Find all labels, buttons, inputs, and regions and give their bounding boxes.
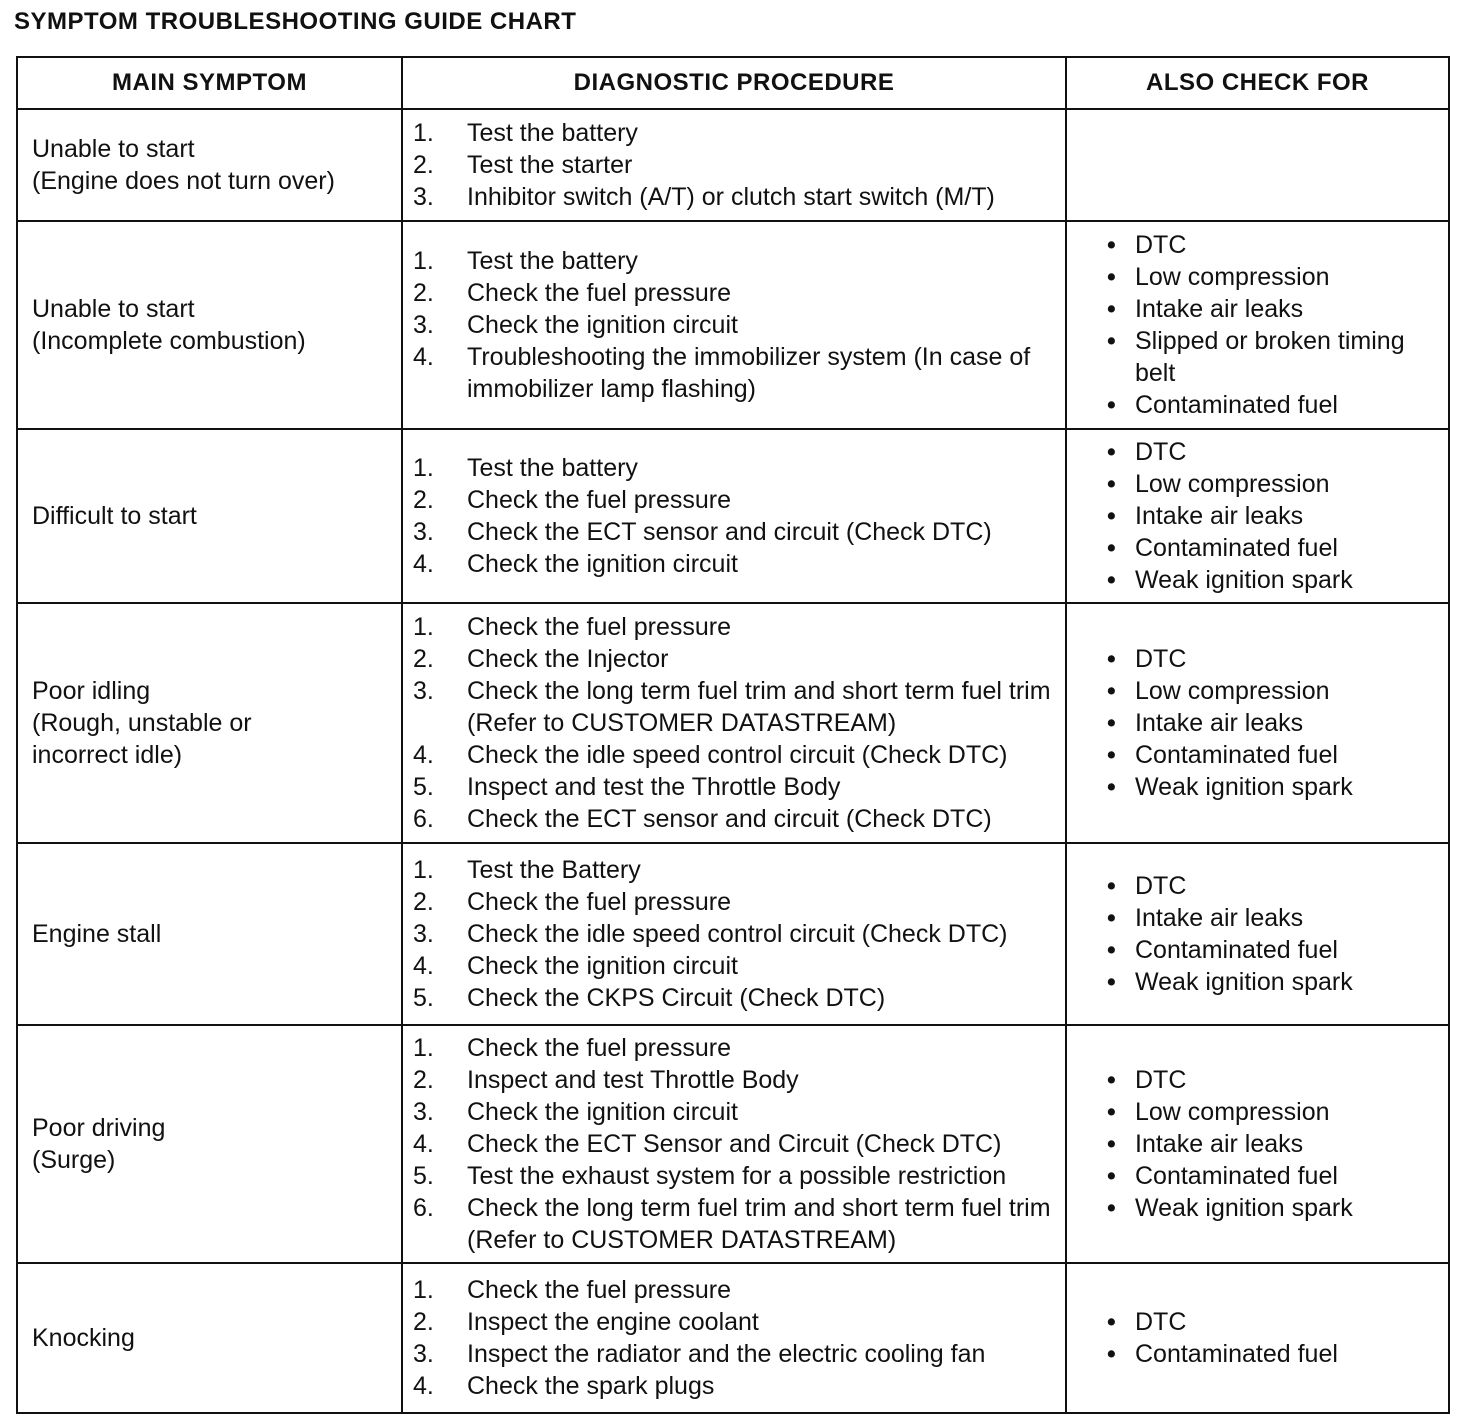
also-check-text: Low compression — [1135, 677, 1330, 705]
procedure-step — [413, 341, 1055, 405]
table-row — [17, 1263, 1449, 1413]
also-check-item — [1107, 229, 1438, 261]
procedure-list — [413, 117, 1055, 213]
also-check-item — [1107, 934, 1438, 966]
also-check-cell — [1066, 1263, 1449, 1413]
step-text: Check the CKPS Circuit (Check DTC) — [467, 984, 886, 1012]
step-number: 3. — [413, 1098, 434, 1126]
table-body — [17, 109, 1449, 1413]
procedure-list — [413, 1274, 1055, 1402]
also-check-list — [1077, 436, 1438, 596]
procedure-step — [413, 1128, 1055, 1160]
header-diagnostic-procedure: DIAGNOSTIC PROCEDURE — [402, 57, 1066, 109]
procedure-cell — [402, 843, 1066, 1025]
step-number: 1. — [413, 613, 434, 641]
bullet-icon: • — [1107, 534, 1116, 562]
procedure-cell — [402, 221, 1066, 429]
step-text: Check the ECT Sensor and Circuit (Check DTC) — [467, 1130, 1002, 1158]
also-check-text: DTC — [1135, 645, 1187, 673]
procedure-list — [413, 245, 1055, 405]
procedure-cell — [402, 429, 1066, 603]
also-check-item — [1107, 707, 1438, 739]
also-check-item — [1107, 902, 1438, 934]
symptom-text: (Incomplete combustion) — [32, 327, 306, 355]
also-check-item — [1107, 643, 1438, 675]
step-text: Check the Injector — [467, 645, 669, 673]
step-number: 1. — [413, 247, 434, 275]
step-number: 1. — [413, 454, 434, 482]
symptom-text: (Surge) — [32, 1146, 116, 1174]
also-check-text: Contaminated fuel — [1135, 391, 1338, 419]
procedure-step — [413, 117, 1055, 149]
also-check-item — [1107, 261, 1438, 293]
also-check-text: DTC — [1135, 1308, 1187, 1336]
step-text: Check the ignition circuit — [467, 311, 738, 339]
step-text: Check the ECT sensor and circuit (Check DTC) — [467, 518, 992, 546]
also-check-cell — [1066, 1025, 1449, 1263]
procedure-step — [413, 803, 1055, 835]
step-number: 4. — [413, 1372, 434, 1400]
step-text: Check the fuel pressure — [467, 1034, 732, 1062]
also-check-cell — [1066, 109, 1449, 221]
step-text: Check the fuel pressure — [467, 888, 732, 916]
symptom-text: Unable to start — [32, 295, 195, 323]
also-check-text: Contaminated fuel — [1135, 534, 1338, 562]
step-text: Check the idle speed control circuit (Check DTC) — [467, 920, 1008, 948]
step-number: 2. — [413, 645, 434, 673]
symptom-text: Unable to start — [32, 135, 195, 163]
bullet-icon: • — [1107, 709, 1116, 737]
also-check-item — [1107, 739, 1438, 771]
step-number: 4. — [413, 741, 434, 769]
bullet-icon: • — [1107, 502, 1116, 530]
header-main-symptom: MAIN SYMPTOM — [17, 57, 402, 109]
also-check-text: DTC — [1135, 438, 1187, 466]
step-number: 1. — [413, 856, 434, 884]
symptom-text: Engine stall — [32, 920, 162, 948]
procedure-step — [413, 739, 1055, 771]
procedure-cell — [402, 1025, 1066, 1263]
step-number: 4. — [413, 550, 434, 578]
procedure-step — [413, 1096, 1055, 1128]
bullet-icon: • — [1107, 936, 1116, 964]
step-text: Check the spark plugs — [467, 1372, 715, 1400]
bullet-icon: • — [1107, 645, 1116, 673]
also-check-text: Contaminated fuel — [1135, 741, 1338, 769]
procedure-step — [413, 1338, 1055, 1370]
symptom-text: incorrect idle) — [32, 741, 183, 769]
also-check-item — [1107, 500, 1438, 532]
also-check-text: DTC — [1135, 231, 1187, 259]
step-number: 4. — [413, 952, 434, 980]
also-check-text: Weak ignition spark — [1135, 968, 1353, 996]
procedure-list — [413, 854, 1055, 1014]
also-check-cell — [1066, 221, 1449, 429]
step-number: 2. — [413, 151, 434, 179]
troubleshooting-table — [16, 56, 1450, 1414]
step-text: Inhibitor switch (A/T) or clutch start switch (M/T) — [467, 183, 995, 211]
table-row — [17, 843, 1449, 1025]
also-check-item — [1107, 1192, 1438, 1224]
step-text: Check the ECT sensor and circuit (Check DTC) — [467, 805, 992, 833]
procedure-list — [413, 1032, 1055, 1256]
also-check-item — [1107, 771, 1438, 803]
procedure-step — [413, 1160, 1055, 1192]
procedure-step — [413, 950, 1055, 982]
step-text: Check the fuel pressure — [467, 486, 732, 514]
procedure-step — [413, 1306, 1055, 1338]
also-check-text: Low compression — [1135, 470, 1330, 498]
procedure-step — [413, 918, 1055, 950]
table-row — [17, 603, 1449, 843]
step-number: 4. — [413, 1130, 434, 1158]
bullet-icon: • — [1107, 1340, 1116, 1368]
step-text: Test the exhaust system for a possible restriction — [467, 1162, 1007, 1190]
procedure-step — [413, 452, 1055, 484]
also-check-text: Weak ignition spark — [1135, 1194, 1353, 1222]
step-text: Test the battery — [467, 247, 638, 275]
symptom-text: Difficult to start — [32, 502, 197, 530]
also-check-item — [1107, 870, 1438, 902]
procedure-step — [413, 181, 1055, 213]
step-text: Check the ignition circuit — [467, 1098, 738, 1126]
procedure-list — [413, 611, 1055, 835]
bullet-icon: • — [1107, 741, 1116, 769]
step-text: Test the battery — [467, 119, 638, 147]
procedure-step — [413, 1370, 1055, 1402]
step-number: 1. — [413, 1034, 434, 1062]
step-number: 1. — [413, 1276, 434, 1304]
also-check-list — [1077, 1064, 1438, 1224]
step-text: Check the fuel pressure — [467, 1276, 732, 1304]
symptom-text: (Rough, unstable or — [32, 709, 252, 737]
step-text: Check the idle speed control circuit (Check DTC) — [467, 741, 1008, 769]
also-check-list — [1077, 229, 1438, 421]
step-text: Check the ignition circuit — [467, 952, 738, 980]
also-check-item — [1107, 675, 1438, 707]
also-check-text: Intake air leaks — [1135, 709, 1304, 737]
step-number: 3. — [413, 311, 434, 339]
also-check-text: DTC — [1135, 872, 1187, 900]
step-text: Test the battery — [467, 454, 638, 482]
step-number: 6. — [413, 1194, 434, 1222]
procedure-step — [413, 277, 1055, 309]
symptom-text: Knocking — [32, 1324, 135, 1352]
table-row — [17, 221, 1449, 429]
procedure-step — [413, 149, 1055, 181]
step-text: Check the long term fuel trim and short term fuel trim (Refer to CUSTOMER DATASTREAM) — [467, 1194, 1051, 1254]
step-text: Inspect the engine coolant — [467, 1308, 759, 1336]
also-check-item — [1107, 1128, 1438, 1160]
also-check-item — [1107, 468, 1438, 500]
step-number: 4. — [413, 343, 434, 371]
bullet-icon: • — [1107, 773, 1116, 801]
also-check-list — [1077, 643, 1438, 803]
also-check-text: Intake air leaks — [1135, 502, 1304, 530]
also-check-item — [1107, 532, 1438, 564]
procedure-step — [413, 643, 1055, 675]
bullet-icon: • — [1107, 1308, 1116, 1336]
symptom-cell — [17, 603, 402, 843]
step-text: Inspect and test Throttle Body — [467, 1066, 799, 1094]
also-check-item — [1107, 1064, 1438, 1096]
also-check-text: Weak ignition spark — [1135, 773, 1353, 801]
step-number: 6. — [413, 805, 434, 833]
bullet-icon: • — [1107, 295, 1116, 323]
header-also-check-for: ALSO CHECK FOR — [1066, 57, 1449, 109]
also-check-text: Contaminated fuel — [1135, 1340, 1338, 1368]
step-number: 5. — [413, 773, 434, 801]
also-check-item — [1107, 436, 1438, 468]
also-check-item — [1107, 1096, 1438, 1128]
also-check-cell — [1066, 843, 1449, 1025]
also-check-text: Slipped or broken timing belt — [1135, 327, 1405, 387]
symptom-text: Poor driving — [32, 1114, 166, 1142]
also-check-text: Low compression — [1135, 1098, 1330, 1126]
also-check-text: Intake air leaks — [1135, 295, 1304, 323]
bullet-icon: • — [1107, 1066, 1116, 1094]
also-check-item — [1107, 1338, 1438, 1370]
bullet-icon: • — [1107, 438, 1116, 466]
step-number: 2. — [413, 486, 434, 514]
bullet-icon: • — [1107, 677, 1116, 705]
procedure-step — [413, 484, 1055, 516]
also-check-text: Contaminated fuel — [1135, 936, 1338, 964]
step-number: 2. — [413, 279, 434, 307]
procedure-step — [413, 886, 1055, 918]
procedure-step — [413, 1274, 1055, 1306]
step-number: 5. — [413, 1162, 434, 1190]
procedure-step — [413, 982, 1055, 1014]
also-check-cell — [1066, 603, 1449, 843]
step-number: 2. — [413, 888, 434, 916]
procedure-step — [413, 611, 1055, 643]
also-check-item — [1107, 564, 1438, 596]
step-text: Check the ignition circuit — [467, 550, 738, 578]
step-number: 3. — [413, 920, 434, 948]
also-check-text: Low compression — [1135, 263, 1330, 291]
step-text: Test the starter — [467, 151, 633, 179]
bullet-icon: • — [1107, 391, 1116, 419]
also-check-text: Contaminated fuel — [1135, 1162, 1338, 1190]
bullet-icon: • — [1107, 1194, 1116, 1222]
procedure-step — [413, 771, 1055, 803]
page-title: SYMPTOM TROUBLESHOOTING GUIDE CHART — [14, 8, 577, 35]
also-check-list — [1077, 1306, 1438, 1370]
step-number: 1. — [413, 119, 434, 147]
step-number: 2. — [413, 1066, 434, 1094]
table-row — [17, 109, 1449, 221]
symptom-cell — [17, 843, 402, 1025]
symptom-cell — [17, 109, 402, 221]
also-check-item — [1107, 389, 1438, 421]
symptom-cell — [17, 429, 402, 603]
bullet-icon: • — [1107, 1130, 1116, 1158]
also-check-text: Intake air leaks — [1135, 1130, 1304, 1158]
bullet-icon: • — [1107, 263, 1116, 291]
step-text: Check the long term fuel trim and short term fuel trim (Refer to CUSTOMER DATASTREAM) — [467, 677, 1051, 737]
bullet-icon: • — [1107, 968, 1116, 996]
procedure-step — [413, 516, 1055, 548]
also-check-item — [1107, 966, 1438, 998]
bullet-icon: • — [1107, 872, 1116, 900]
step-text: Inspect the radiator and the electric cooling fan — [467, 1340, 986, 1368]
symptom-cell — [17, 1263, 402, 1413]
bullet-icon: • — [1107, 327, 1116, 355]
symptom-cell — [17, 1025, 402, 1263]
table-row — [17, 1025, 1449, 1263]
procedure-step — [413, 854, 1055, 886]
procedure-step — [413, 1064, 1055, 1096]
procedure-cell — [402, 603, 1066, 843]
step-number: 3. — [413, 518, 434, 546]
step-number: 3. — [413, 677, 434, 705]
table-row — [17, 429, 1449, 603]
step-number: 3. — [413, 1340, 434, 1368]
step-text: Test the Battery — [467, 856, 641, 884]
also-check-item — [1107, 1306, 1438, 1338]
procedure-step — [413, 548, 1055, 580]
bullet-icon: • — [1107, 904, 1116, 932]
procedure-step — [413, 1032, 1055, 1064]
bullet-icon: • — [1107, 1162, 1116, 1190]
procedure-step — [413, 309, 1055, 341]
procedure-step — [413, 1192, 1055, 1256]
procedure-list — [413, 452, 1055, 580]
bullet-icon: • — [1107, 566, 1116, 594]
procedure-step — [413, 245, 1055, 277]
symptom-cell — [17, 221, 402, 429]
step-text: Inspect and test the Throttle Body — [467, 773, 841, 801]
step-number: 3. — [413, 183, 434, 211]
also-check-text: DTC — [1135, 1066, 1187, 1094]
bullet-icon: • — [1107, 470, 1116, 498]
procedure-step — [413, 675, 1055, 739]
procedure-cell — [402, 109, 1066, 221]
procedure-cell — [402, 1263, 1066, 1413]
step-number: 2. — [413, 1308, 434, 1336]
step-text: Check the fuel pressure — [467, 613, 732, 641]
also-check-item — [1107, 293, 1438, 325]
step-text: Check the fuel pressure — [467, 279, 732, 307]
also-check-list — [1077, 870, 1438, 998]
bullet-icon: • — [1107, 231, 1116, 259]
symptom-text: Poor idling — [32, 677, 151, 705]
symptom-text: (Engine does not turn over) — [32, 167, 335, 195]
header-row — [17, 57, 1449, 109]
step-text: Troubleshooting the immobilizer system (In case of immobilizer lamp flashing) — [467, 343, 1031, 403]
bullet-icon: • — [1107, 1098, 1116, 1126]
also-check-text: Intake air leaks — [1135, 904, 1304, 932]
step-number: 5. — [413, 984, 434, 1012]
also-check-cell — [1066, 429, 1449, 603]
also-check-item — [1107, 325, 1438, 389]
also-check-item — [1107, 1160, 1438, 1192]
also-check-text: Weak ignition spark — [1135, 566, 1353, 594]
